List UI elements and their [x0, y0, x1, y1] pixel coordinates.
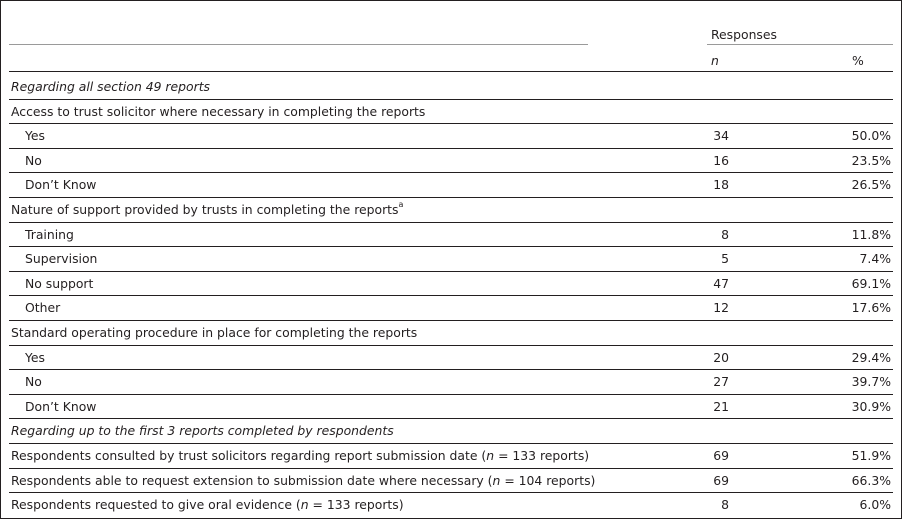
row-label	[25, 300, 60, 315]
row-label-text: Supervision	[25, 251, 98, 267]
row-label-text: Respondents consulted by trust solicitors regarding report submission date (	[11, 448, 487, 463]
table-row	[1, 469, 901, 494]
table-row	[1, 75, 901, 100]
table-row	[1, 321, 901, 346]
table-row	[1, 223, 901, 248]
count-cell: 47	[713, 275, 729, 291]
row-label	[25, 399, 96, 414]
row-label-text: Yes	[25, 128, 46, 144]
group-heading	[11, 325, 417, 340]
table-row	[1, 444, 901, 469]
row-label-text: Other	[25, 300, 61, 316]
count-cell: 8	[721, 497, 729, 513]
footnote-marker: a	[398, 200, 404, 209]
table-row	[1, 149, 901, 174]
row-label-text: Yes	[25, 349, 46, 365]
percent-cell: 29.4%	[851, 349, 891, 365]
percent-cell: 66.3%	[851, 472, 891, 488]
header-n: n	[711, 53, 719, 68]
count-cell: 12	[713, 300, 729, 316]
percent-cell: 30.9%	[851, 398, 891, 414]
group-heading	[11, 104, 425, 119]
row-label-count: = 133 reports)	[308, 497, 404, 513]
header-responses: Responses	[711, 27, 777, 42]
row-label-text: Access to trust solicitor where necessary in completing the reports	[11, 103, 426, 119]
row-label	[25, 227, 74, 242]
count-cell: 5	[721, 251, 729, 267]
header-rule-responses	[707, 44, 893, 45]
percent-cell: 23.5%	[851, 152, 891, 168]
table-row	[1, 247, 901, 272]
count-cell: 69	[713, 448, 729, 463]
count-cell: 16	[713, 152, 729, 168]
row-label	[25, 276, 93, 291]
row-label-text: Don’t Know	[25, 177, 97, 193]
row-label	[25, 153, 42, 168]
row-label	[25, 374, 42, 389]
row-label-n: n	[486, 448, 495, 463]
count-cell: 18	[713, 177, 729, 193]
table-row	[1, 395, 901, 420]
section-heading	[11, 79, 210, 94]
count-cell: 27	[713, 374, 729, 390]
percent-cell: 6.0%	[859, 497, 891, 513]
percent-cell: 51.9%	[851, 448, 891, 463]
header-rule-left	[9, 44, 588, 45]
row-label-text: No	[25, 374, 42, 390]
row-label	[11, 497, 404, 512]
row-label-count: = 104 reports)	[500, 472, 596, 488]
count-cell: 21	[713, 398, 729, 414]
count-cell: 69	[713, 472, 729, 488]
row-label	[25, 251, 97, 266]
table-row	[1, 493, 901, 518]
row-label-text: No support	[25, 275, 94, 291]
table-row	[1, 346, 901, 371]
row-label-text: Regarding all section 49 reports	[11, 79, 211, 94]
count-cell: 8	[721, 226, 729, 242]
row-label-text: Respondents able to request extension to submission date where necessary (	[11, 472, 493, 488]
percent-cell: 50.0%	[851, 128, 891, 144]
table-row	[1, 100, 901, 125]
table-row	[1, 272, 901, 297]
table-row	[1, 370, 901, 395]
percent-cell: 7.4%	[859, 251, 891, 267]
table-row	[1, 173, 901, 198]
row-label	[25, 128, 45, 143]
group-heading	[11, 202, 403, 217]
table-row	[1, 198, 901, 223]
percent-cell: 11.8%	[851, 226, 891, 242]
percent-cell: 69.1%	[851, 275, 891, 291]
row-label-n: n	[492, 472, 501, 488]
table-row	[1, 419, 901, 444]
row-label	[11, 448, 589, 463]
table-row	[1, 296, 901, 321]
row-label-count: = 133 reports)	[494, 448, 590, 463]
row-label-text: Respondents requested to give oral evidence (	[11, 497, 301, 513]
row-label-text: Don’t Know	[25, 398, 97, 414]
row-label-text: Training	[25, 226, 74, 242]
percent-cell: 17.6%	[851, 300, 891, 316]
section-heading	[11, 423, 394, 438]
table-row	[1, 124, 901, 149]
row-label-text: Nature of support provided by trusts in completing the reports	[11, 202, 399, 217]
row-label-text: No	[25, 152, 42, 168]
count-cell: 34	[713, 128, 729, 144]
row-label-text: Regarding up to the first 3 reports completed by respondents	[11, 423, 394, 439]
row-label	[25, 177, 96, 192]
count-cell: 20	[713, 349, 729, 365]
row-label	[25, 350, 45, 365]
header-rule-bottom	[9, 71, 893, 72]
row-label	[11, 473, 595, 488]
header-percent: %	[852, 53, 864, 68]
percent-cell: 39.7%	[851, 374, 891, 390]
row-label-n: n	[300, 497, 309, 513]
row-label-text: Standard operating procedure in place for completing the reports	[11, 325, 418, 340]
percent-cell: 26.5%	[851, 177, 891, 193]
